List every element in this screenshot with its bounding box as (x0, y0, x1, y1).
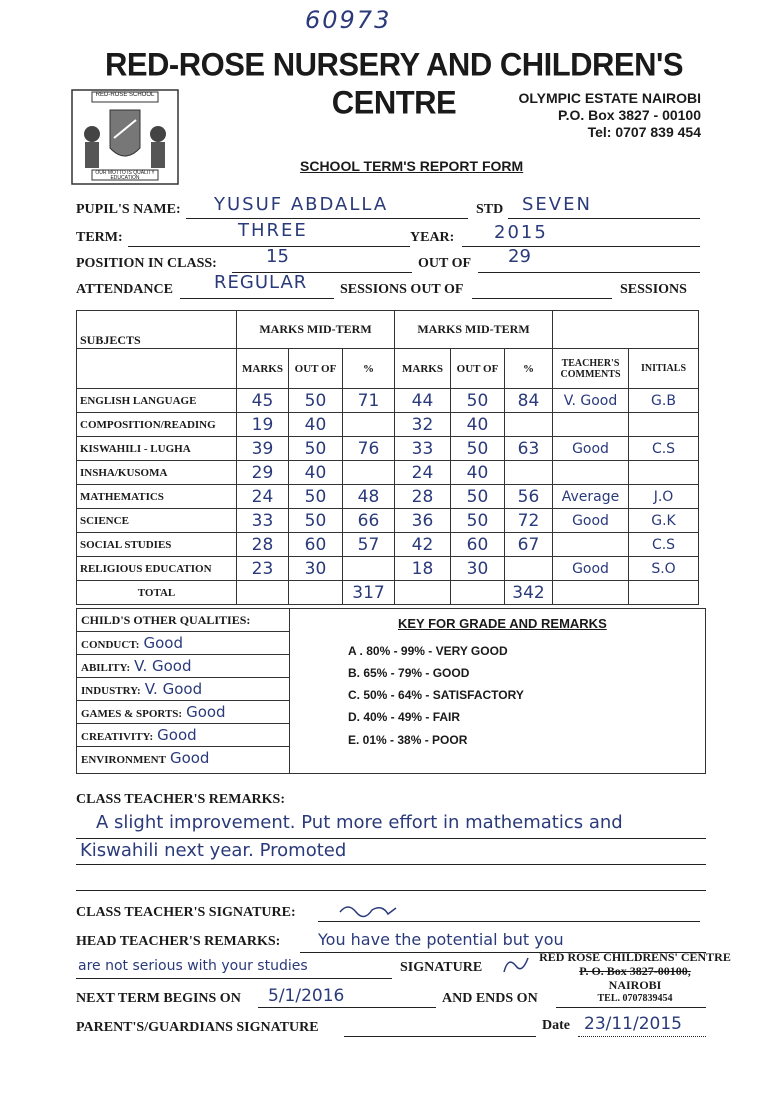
subject-label: KISWAHILI - LUGHA (77, 437, 237, 461)
date-line (578, 1036, 706, 1037)
out-of-cell[interactable]: 50 (289, 485, 343, 509)
out-of-cell[interactable]: 40 (289, 461, 343, 485)
total-label: TOTAL (77, 581, 237, 605)
pct-cell[interactable]: 48 (343, 485, 395, 509)
col-initials: INITIALS (629, 349, 699, 389)
parent-signature-label: PARENT'S/GUARDIANS SIGNATURE (76, 1020, 319, 1035)
mark-cell[interactable]: 32 (395, 413, 451, 437)
initials-cell[interactable]: J.O (629, 485, 699, 509)
table-row (77, 461, 699, 485)
out-of-cell[interactable]: 30 (289, 557, 343, 581)
out-of-cell[interactable]: 40 (451, 413, 505, 437)
stamp-line-1: RED ROSE CHILDRENS' CENTRE (539, 950, 731, 964)
qualities-header: CHILD'S OTHER QUALITIES: (77, 609, 289, 632)
quality-environment (77, 747, 289, 770)
quality-conduct (77, 632, 289, 655)
position-value[interactable]: 15 (266, 246, 289, 267)
comment-cell[interactable]: Average (553, 485, 629, 509)
initials-cell[interactable]: S.O (629, 557, 699, 581)
table-row (77, 389, 699, 413)
comments-spacer (553, 311, 699, 349)
pct-cell[interactable] (343, 557, 395, 581)
key-title: KEY FOR GRADE AND REMARKS (398, 616, 607, 631)
subject-label: RELIGIOUS EDUCATION (77, 557, 237, 581)
subject-col-spacer (77, 349, 237, 389)
pct-cell[interactable] (505, 413, 553, 437)
out-of-cell[interactable]: 50 (451, 389, 505, 413)
out-of-cell[interactable]: 40 (289, 413, 343, 437)
table-row (77, 485, 699, 509)
class-teacher-signature-label: CLASS TEACHER'S SIGNATURE: (76, 905, 296, 920)
pct-cell[interactable]: 72 (505, 509, 553, 533)
head-teacher-remark-2[interactable]: are not serious with your studies (78, 958, 308, 974)
table-row (77, 509, 699, 533)
quality-label: INDUSTRY: (81, 685, 141, 697)
mark-cell[interactable]: 24 (237, 485, 289, 509)
quality-creativity (77, 724, 289, 747)
table-row (77, 533, 699, 557)
position-label: POSITION IN CLASS: (76, 256, 217, 271)
attendance-value[interactable]: REGULAR (214, 272, 308, 293)
term-label: TERM: (76, 230, 123, 245)
initials-cell[interactable]: C.S (629, 437, 699, 461)
comment-cell[interactable]: Good (553, 509, 629, 533)
pct-cell[interactable]: 57 (343, 533, 395, 557)
head-teacher-remark-1[interactable]: You have the potential but you (318, 930, 564, 949)
stamp-line-4: TEL. 0707839454 (597, 993, 673, 1004)
year-value[interactable]: 2015 (494, 222, 548, 243)
pct-cell[interactable]: 71 (343, 389, 395, 413)
pct-cell[interactable]: 63 (505, 437, 553, 461)
date-value[interactable]: 23/11/2015 (584, 1014, 682, 1034)
quality-label: CREATIVITY: (81, 731, 154, 743)
out-of-cell[interactable]: 50 (451, 485, 505, 509)
mark-cell[interactable]: 29 (237, 461, 289, 485)
out-of-value[interactable]: 29 (508, 246, 531, 267)
mark-cell[interactable]: 23 (237, 557, 289, 581)
col-teacher-comments: TEACHER'S COMMENTS (553, 349, 629, 389)
remark-line-1 (76, 838, 706, 839)
total-empty (237, 581, 289, 605)
year-label: YEAR: (410, 230, 455, 245)
comment-cell[interactable] (553, 533, 629, 557)
class-teacher-remarks-label: CLASS TEACHER'S REMARKS: (76, 792, 286, 807)
total-row (77, 581, 699, 605)
subject-label: SOCIAL STUDIES (77, 533, 237, 557)
out-of-cell[interactable]: 50 (289, 509, 343, 533)
pct-cell[interactable] (343, 461, 395, 485)
class-signature-line (318, 921, 700, 922)
key-line-d: D. 40% - 49% - FAIR (348, 710, 461, 724)
col-pct-1: % (343, 349, 395, 389)
comment-cell[interactable] (553, 413, 629, 437)
quality-value[interactable]: Good (143, 634, 183, 652)
quality-label: ABILITY: (81, 662, 131, 674)
initials-cell[interactable]: G.K (629, 509, 699, 533)
subject-label: ENGLISH LANGUAGE (77, 389, 237, 413)
key-line-b: B. 65% - 79% - GOOD (348, 666, 470, 680)
key-line-a: A . 80% - 99% - VERY GOOD (348, 644, 508, 658)
table-row (77, 413, 699, 437)
quality-industry (77, 678, 289, 701)
school-name: RED-ROSE NURSERY AND CHILDREN'S CENTRE (104, 46, 684, 121)
class-teacher-remark-2[interactable]: Kiswahili next year. Promoted (80, 840, 347, 861)
head-remark-line-2 (76, 978, 392, 979)
address-line-2: P.O. Box 3827 - 00100 (558, 107, 701, 123)
out-of-line (478, 272, 700, 273)
form-title: SCHOOL TERM'S REPORT FORM (300, 158, 524, 174)
remark-line-2 (76, 864, 706, 865)
quality-ability (77, 655, 289, 678)
mark-cell[interactable]: 24 (395, 461, 451, 485)
total-1[interactable]: 317 (343, 581, 395, 605)
subject-label: INSHA/KUSOMA (77, 461, 237, 485)
quality-label: CONDUCT: (81, 639, 140, 651)
total-2[interactable]: 342 (505, 581, 553, 605)
comment-cell[interactable]: Good (553, 557, 629, 581)
key-line-c: C. 50% - 64% - SATISFACTORY (348, 688, 524, 702)
attendance-label: ATTENDANCE (76, 282, 173, 297)
mark-cell[interactable]: 42 (395, 533, 451, 557)
pct-cell[interactable]: 76 (343, 437, 395, 461)
qualities-divider (289, 609, 290, 773)
pupil-name-value[interactable]: YUSUF ABDALLA (214, 194, 389, 215)
std-line (508, 218, 700, 219)
logo-top-text: RED-ROSE SCHOOL (95, 92, 155, 98)
address-line-3: Tel: 0707 839 454 (587, 124, 701, 140)
parent-signature-line (344, 1036, 536, 1037)
comment-cell[interactable] (553, 461, 629, 485)
mark-cell[interactable]: 28 (395, 485, 451, 509)
quality-value[interactable]: V. Good (134, 657, 192, 675)
stamp-line-2: P. O. Box 3827-00100, (579, 964, 691, 978)
pct-cell[interactable]: 66 (343, 509, 395, 533)
pct-cell[interactable]: 67 (505, 533, 553, 557)
out-of-cell[interactable]: 50 (451, 437, 505, 461)
next-term-line (258, 1007, 436, 1008)
class-teacher-signature (336, 900, 406, 920)
ends-on-label: AND ENDS ON (442, 991, 538, 1006)
remark-line-3 (76, 890, 706, 891)
key-line-e: E. 01% - 38% - POOR (348, 733, 468, 747)
mark-cell[interactable]: 45 (237, 389, 289, 413)
next-term-value[interactable]: 5/1/2016 (268, 986, 345, 1006)
std-value[interactable]: SEVEN (522, 194, 592, 215)
col-out-of-1: OUT OF (289, 349, 343, 389)
quality-value[interactable]: V. Good (144, 680, 203, 698)
pct-cell[interactable]: 84 (505, 389, 553, 413)
std-label: STD (476, 202, 504, 217)
pct-cell[interactable]: 56 (505, 485, 553, 509)
quality-games-sports (77, 701, 289, 724)
marks-midterm-header-2: MARKS MID-TERM (395, 311, 553, 349)
table-row (77, 557, 699, 581)
pct-cell[interactable] (343, 413, 395, 437)
subjects-header: SUBJECTS (77, 311, 237, 349)
out-of-cell[interactable]: 40 (451, 461, 505, 485)
mark-cell[interactable]: 28 (237, 533, 289, 557)
total-empty (553, 581, 629, 605)
school-stamp (520, 950, 750, 1006)
subject-label: COMPOSITION/READING (77, 413, 237, 437)
quality-value[interactable]: Good (169, 749, 210, 767)
ends-on-line (556, 1007, 706, 1008)
stamp-line-3: NAIROBI (608, 978, 662, 992)
table-row (77, 437, 699, 461)
out-of-cell[interactable]: 50 (451, 509, 505, 533)
year-line (462, 246, 700, 247)
subject-label: MATHEMATICS (77, 485, 237, 509)
mark-cell[interactable]: 33 (395, 437, 451, 461)
term-value[interactable]: THREE (238, 220, 308, 241)
logo-bottom-text: OUR MOTTO IS QUALITY EDUCATION (95, 170, 155, 181)
col-marks-1: MARKS (237, 349, 289, 389)
marks-table (76, 310, 699, 605)
sessions-out-of-label: SESSIONS OUT OF (340, 282, 464, 297)
initials-cell[interactable] (629, 461, 699, 485)
pct-cell[interactable] (505, 461, 553, 485)
mark-cell[interactable]: 18 (395, 557, 451, 581)
out-of-label: OUT OF (418, 256, 472, 271)
mark-cell[interactable]: 44 (395, 389, 451, 413)
col-out-of-2: OUT OF (451, 349, 505, 389)
marks-midterm-header-1: MARKS MID-TERM (237, 311, 395, 349)
total-empty (395, 581, 451, 605)
out-of-cell[interactable]: 50 (289, 437, 343, 461)
next-term-label: NEXT TERM BEGINS ON (76, 991, 241, 1006)
mark-cell[interactable]: 39 (237, 437, 289, 461)
comment-cell[interactable]: V. Good (553, 389, 629, 413)
head-teacher-remarks-label: HEAD TEACHER'S REMARKS: (76, 934, 281, 949)
total-empty (629, 581, 699, 605)
initials-cell[interactable] (629, 413, 699, 437)
out-of-cell[interactable]: 60 (289, 533, 343, 557)
subject-label: SCIENCE (77, 509, 237, 533)
pct-cell[interactable] (505, 557, 553, 581)
quality-value[interactable]: Good (157, 726, 197, 744)
comment-cell[interactable]: Good (553, 437, 629, 461)
school-address (518, 90, 701, 141)
document-number: 60973 (305, 6, 392, 34)
pupil-name-label: PUPIL'S NAME: (76, 202, 181, 217)
out-of-cell[interactable]: 50 (289, 389, 343, 413)
col-pct-2: % (505, 349, 553, 389)
mark-cell[interactable]: 19 (237, 413, 289, 437)
mark-cell[interactable]: 33 (237, 509, 289, 533)
out-of-cell[interactable]: 60 (451, 533, 505, 557)
sessions-line (472, 298, 612, 299)
attendance-line (180, 298, 334, 299)
initials-cell[interactable]: G.B (629, 389, 699, 413)
date-label: Date (542, 1018, 570, 1033)
total-empty (451, 581, 505, 605)
quality-label: ENVIRONMENT (81, 754, 166, 766)
address-line-1: OLYMPIC ESTATE NAIROBI (518, 90, 701, 106)
pupil-name-line (186, 218, 468, 219)
mark-cell[interactable]: 36 (395, 509, 451, 533)
quality-value[interactable]: Good (186, 703, 226, 721)
class-teacher-remark-1[interactable]: A slight improvement. Put more effort in mathematics and (96, 812, 623, 833)
quality-label: GAMES & SPORTS: (81, 708, 183, 720)
head-signature-label: SIGNATURE (400, 960, 483, 975)
total-empty (289, 581, 343, 605)
out-of-cell[interactable]: 30 (451, 557, 505, 581)
initials-cell[interactable]: C.S (629, 533, 699, 557)
col-marks-2: MARKS (395, 349, 451, 389)
sessions-suffix: SESSIONS (620, 282, 687, 297)
